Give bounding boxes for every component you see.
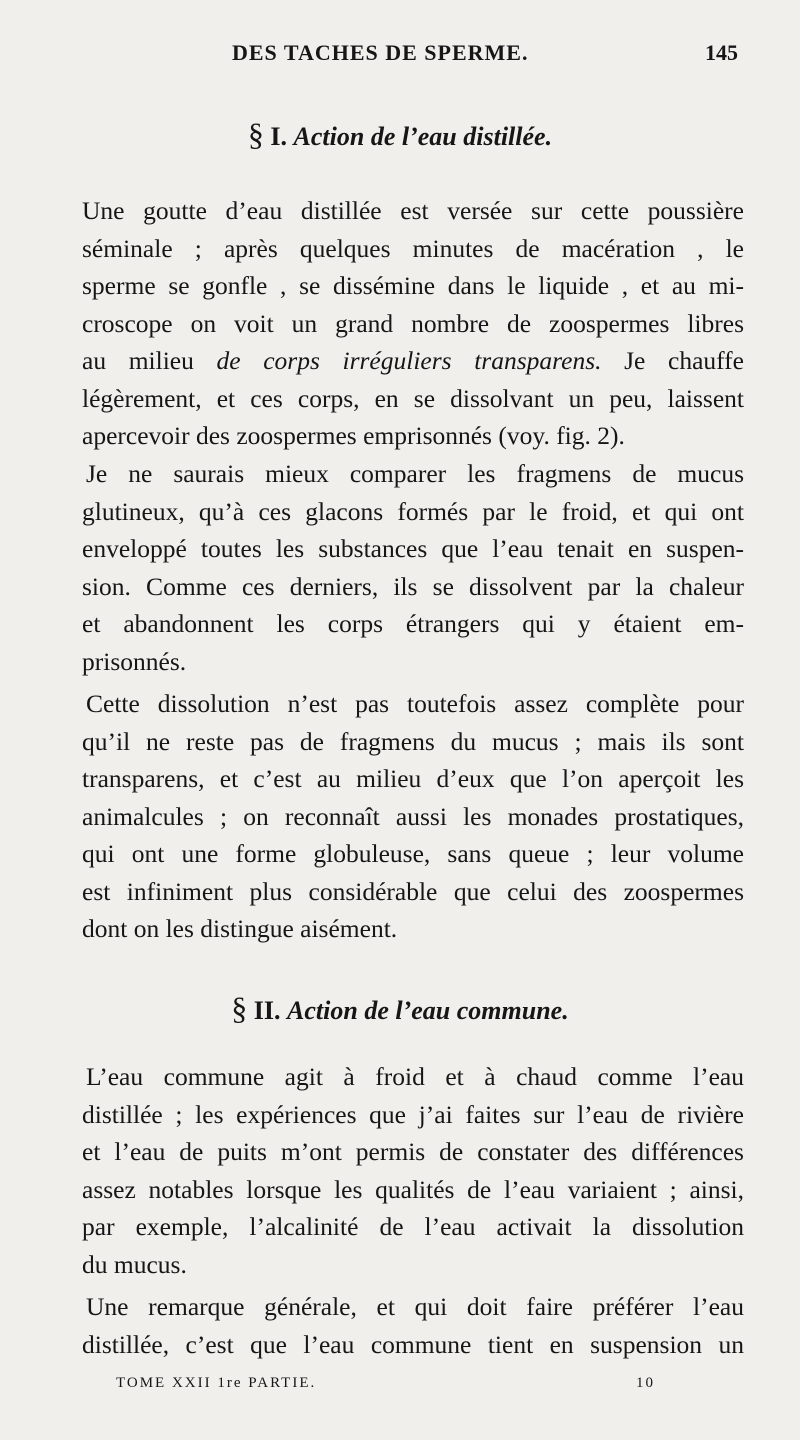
section-number: I. (270, 122, 288, 151)
text-line: par exemple, l’alcalinité de l’eau activait la dissolution (82, 1212, 744, 1241)
text-line: qui ont une forme globuleuse, sans queue ; leur volume (82, 839, 744, 868)
volume-signature: TOME XXII 1re PARTIE. (116, 1375, 317, 1391)
section-number: II. (253, 996, 281, 1025)
text-line: croscope on voit un grand nombre de zoospermes libres (82, 308, 744, 338)
italic-phrase: de corps irréguliers transparens. (216, 346, 602, 375)
paragraph-3 (82, 685, 744, 948)
text-line: et l’eau de puits m’ont permis de constater des différences (82, 1137, 744, 1166)
section-title: Action de l’eau commune. (287, 996, 569, 1025)
text-line: Cette dissolution n’est pas toutefois assez complète pour (86, 689, 744, 718)
section-heading-1 (0, 116, 800, 153)
text-line: prisonnés. (82, 646, 187, 676)
text-line: animalcules ; on reconnaît aussi les monades prostatiques, (82, 801, 744, 831)
text-line: sperme se gonfle , se dissémine dans le liquide , et au mi- (82, 271, 744, 300)
text-line: est infiniment plus considérable que celui des zoospermes (82, 876, 744, 906)
text-line: glutineux, qu’à ces glacons formés par le froid, et qui ont (82, 496, 744, 526)
text-run: au milieu (82, 346, 217, 375)
paragraph-2 (82, 455, 744, 680)
sheet-number: 10 (636, 1375, 655, 1391)
text-line: assez notables lorsque les qualités de l’eau variaient ; ainsi, (82, 1174, 744, 1204)
section-title: Action de l’eau distillée. (293, 122, 553, 151)
section-heading-2 (0, 990, 800, 1027)
text-line: Une goutte d’eau distillée est versée sur cette poussière (82, 196, 744, 225)
page-number: 145 (705, 40, 738, 65)
section-symbol: § (231, 990, 248, 1026)
text-line: distillée ; les expériences que j’ai faites sur l’eau de rivière (82, 1099, 744, 1129)
paragraph-4 (82, 1058, 744, 1283)
paragraph-5 (82, 1288, 744, 1363)
text-line: et abandonnent les corps étrangers qui y étaient em- (82, 609, 744, 638)
text-line: L’eau commune agit à froid et à chaud comme l’eau (86, 1062, 744, 1091)
text-run: Je chauffe (601, 346, 744, 375)
text-line: sion. Comme ces derniers, ils se dissolvent par la chaleur (82, 571, 744, 601)
running-title: DES TACHES DE SPERME. (232, 40, 529, 65)
text-line: dont on les distingue aisément. (82, 914, 398, 943)
page-footer (0, 1375, 800, 1405)
paragraph-1 (82, 192, 744, 455)
text-line: légèrement, et ces corps, en se dissolvant un peu, laissent (82, 383, 744, 413)
text-line-mixed (82, 342, 744, 380)
text-line: apercevoir des zoospermes emprisonnés (voy. fig. 2). (82, 421, 625, 450)
text-line: transparens, et c’est au milieu d’eux que l’on aperçoit les (82, 764, 744, 793)
text-line: du mucus. (82, 1249, 187, 1279)
text-line: distillée, c’est que l’eau commune tient en suspension un (82, 1329, 744, 1359)
text-line: Une remarque générale, et qui doit faire préférer l’eau (86, 1292, 744, 1321)
running-head (0, 40, 800, 74)
text-line: qu’il ne reste pas de fragmens du mucus ; mais ils sont (82, 726, 744, 756)
text-line: enveloppé toutes les substances que l’eau tenait en suspen- (82, 534, 744, 563)
section-symbol: § (247, 116, 264, 152)
text-line: Je ne saurais mieux comparer les fragmens de mucus (86, 459, 744, 488)
text-line: séminale ; après quelques minutes de macération , le (82, 233, 744, 263)
